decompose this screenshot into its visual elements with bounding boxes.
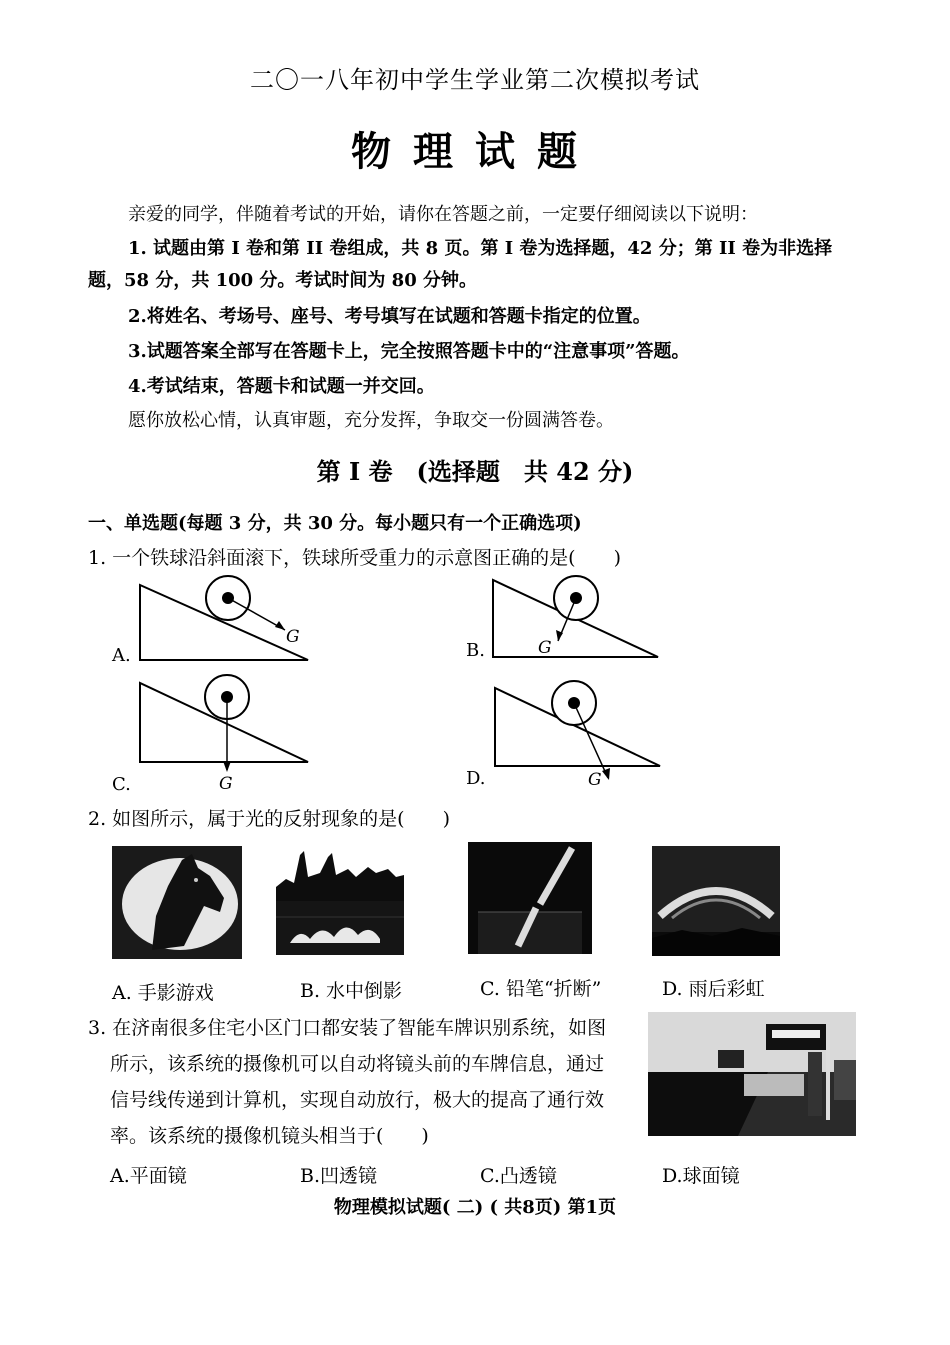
instruction-1-line2: 题，58 分，共 100 分。考试时间为 80 分钟。: [88, 270, 478, 291]
q1-figure-b: [488, 575, 678, 675]
q3-option-a: A.平面镜: [110, 1165, 187, 1187]
section-title: 第 I 卷 (选择题 共 42 分): [316, 457, 634, 486]
option-a-label: A.: [112, 645, 131, 666]
exam-title: 物理试题: [351, 128, 599, 175]
instructions-closing: 愿你放松心情，认真审题，充分发挥，争取交一份圆满答卷。: [128, 410, 614, 431]
question-1-text: 1. 一个铁球沿斜面滚下，铁球所受重力的示意图正确的是( ): [88, 547, 621, 569]
q3-option-d: D.球面镜: [662, 1165, 740, 1187]
question-2-text: 2. 如图所示，属于光的反射现象的是( ): [88, 808, 450, 830]
question-3-line4: 率。该系统的摄像机镜头相当于( ): [110, 1125, 429, 1147]
part-heading: 一、单选题(每题 3 分，共 30 分。每小题只有一个正确选项): [88, 513, 582, 534]
instruction-1-line1: 1. 试题由第 I 卷和第 II 卷组成，共 8 页。第 I 卷为选择题，42 分；第 II 卷为非选择: [128, 238, 833, 259]
pencil-refraction-photo: [468, 842, 592, 954]
option-d-label: D.: [466, 768, 486, 789]
page-footer: 物理模拟试题( 二) ( 共8页) 第1页: [333, 1197, 617, 1218]
q1-figure-a: [135, 575, 325, 675]
question-3-line1: 3. 在济南很多住宅小区门口都安装了智能车牌识别系统，如图: [88, 1017, 607, 1039]
option-c-label: C.: [112, 774, 131, 795]
instruction-3: 3.试题答案全部写在答题卡上，完全按照答题卡中的“注意事项”答题。: [128, 341, 690, 362]
force-label-a: G: [286, 627, 300, 647]
caption-d: D. 雨后彩虹: [662, 978, 765, 1000]
q1-figure-d: [490, 678, 680, 778]
water-reflection-photo: [276, 847, 404, 955]
instruction-4: 4.考试结束，答题卡和试题一并交回。: [128, 376, 435, 397]
question-3-line3: 信号线传递到计算机，实现自动放行，极大的提高了通行效: [110, 1089, 605, 1111]
force-label-c: G: [219, 774, 233, 794]
caption-c: C. 铅笔“折断”: [480, 978, 602, 1000]
exam-subtitle: 二〇一八年初中学生学业第二次模拟考试: [250, 66, 700, 94]
force-label-d: G: [588, 770, 602, 790]
caption-b: B. 水中倒影: [300, 980, 403, 1002]
caption-a: A. 手影游戏: [112, 982, 214, 1004]
hand-shadow-photo: [112, 846, 242, 959]
option-b-label: B.: [466, 640, 485, 661]
q3-option-b: B.凹透镜: [300, 1165, 378, 1187]
instructions-intro: 亲爱的同学，伴随着考试的开始，请你在答题之前，一定要仔细阅读以下说明：: [128, 204, 758, 225]
q1-figure-c: [135, 675, 325, 775]
rainbow-photo: [652, 846, 780, 956]
instruction-2: 2.将姓名、考场号、座号、考号填写在试题和答题卡指定的位置。: [128, 306, 651, 327]
license-plate-camera-photo: [648, 1012, 856, 1136]
q3-option-c: C.凸透镜: [480, 1165, 557, 1187]
force-label-b: G: [538, 638, 552, 658]
question-3-line2: 所示，该系统的摄像机可以自动将镜头前的车牌信息，通过: [110, 1053, 605, 1075]
